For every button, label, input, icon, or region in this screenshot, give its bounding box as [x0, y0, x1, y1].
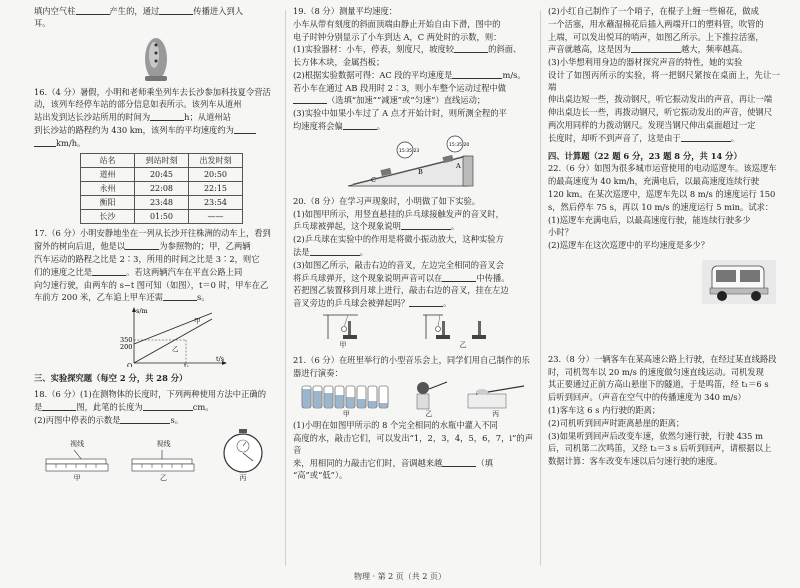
patrol-car-figure [548, 260, 780, 304]
tuning-fork-figures [293, 311, 533, 351]
question-20: 20.（8 分）在学习声现象时，小明做了如下实验。 (1)如图甲所示，用竖直悬挂的乒乓球接触发声的音叉时， 乒乓球被弹起，这个现象说明 。 (2)乒乓球在实验中的作用是将微小振动放大，这种实验方 法是 。 (3)如图乙所示，敲击右边的音叉，左边完全相同的音叉会 将乒乓球弹开，这个现象说明声音可以在 中传播。 若把图乙装置移到月球上进行，敲击右边的音叉，挂在左边 音叉旁边的乒乓球会被弹起吗？ 。 甲 乙 [293, 196, 533, 351]
ruler-figure-b: 视线 乙 [128, 440, 198, 484]
question-22: 22.（6 分）如图为很多城市运营使用的电动巡逻车。该巡逻车 的最高速度为 40 km/h，充满电后，以最高速度连续行驶 120 km。在某次巡逻中，巡逻车先以 8 m/s 的速度运行 150 s，然后停车 75 s，再以 10 m/s 的速度运行 5 min。试求： (1)巡逻车充满电后，以最高速度行驶，能连续行驶多少 小时？ (2)巡逻车在这次巡逻中的平均速度是多少？ [548, 163, 780, 303]
tuning-fork-figure-a: 甲 [318, 311, 368, 351]
patrol-car-icon [702, 260, 776, 304]
clock-time-a: 15:35:20 [449, 142, 470, 148]
column-divider [540, 10, 541, 566]
incline-figure [293, 134, 533, 192]
question-17: 17.（6 分）小明安静地坐在一列从长沙开往株洲的动车上，看到 窗外的树向后退，他是以 为参照物的；甲，乙两辆 汽车运动的路程之比是 2∶3，所用的时间之比是 3∶2，则它 们的速度之比是 。若这两辆汽车在平直公路上同 向匀速行驶，由两车的 s−t 图可知（如图），t＝0 时，甲车在乙 车前方 200 米，乙车追上甲车还需 s。 s/m t/s 350 200 t₁ 甲 乙 O [34, 228, 279, 367]
fig-label-c: 丙 [239, 474, 247, 483]
whistle-player-figure: 乙 [407, 380, 451, 420]
incline-label-c: C [371, 175, 376, 184]
stopwatch-icon [215, 428, 271, 474]
column-middle [293, 6, 533, 483]
tuning-fork-figure-b: 乙 [418, 311, 508, 351]
table-header-row: 站名 到站时刻 出发时刻 [81, 154, 243, 168]
table-row: 长沙 01:50 —— [81, 210, 243, 224]
fig-label-a: 甲 [73, 474, 81, 483]
column-left [34, 6, 279, 484]
steel-ruler-figure: 丙 [466, 380, 526, 420]
clock-time-c: 15:35:23 [399, 148, 420, 154]
person-icon [407, 380, 451, 410]
graph-line-label-a: 甲 [194, 317, 201, 326]
graph-line-label-b: 乙 [172, 345, 179, 354]
section-4-heading: 四、计算题（22 题 6 分，23 题 8 分，共 14 分） [548, 150, 742, 161]
train-schedule-table [80, 153, 243, 224]
graph-origin: O [127, 362, 133, 368]
incline-label-b: B [418, 167, 423, 176]
table-row: 道州 20:45 20:50 [81, 168, 243, 182]
section-3-heading: 三、实验探究题（每空 2 分，共 28 分） [34, 373, 188, 384]
question-23: 23.（8 分）一辆客车在某高速公路上行驶，在经过某直线路段 时，司机驾车以 20 m/s 的速度做匀速直线运动。司机发现 其正要通过正前方高山悬崖下的隧道，于是鸣笛，经 t₁＝6 s 后听到回声。（声音在空气中的传播速度为 340 m/s） (1)客车这 6 s 内行驶的距离； (2)司机听到回声时距离悬崖的距离； (3)如果听到回声后改变车速，依然匀速行驶，行驶 435 m 后，司机第二次鸣笛，又经 t₂＝3 s 后听到回声，请根据以上 数据计算：客车改变车速以后匀速行驶的速度。 [548, 353, 777, 467]
q18-figures [34, 428, 279, 484]
graph-ylabel: s/m [136, 307, 148, 316]
table-row: 衡阳 23:48 23:54 [81, 196, 243, 210]
question-19: 19.（8 分）测量平均速度： 小车从带有刻度的斜面顶端由静止开始自由下滑，图中的 电子时钟分别显示了小车到达 A，C 两处时的示数，则： (1)实验器材：小车，停表，刻度尺，坡度较 的斜面、 长方体木块，金属挡板； (2)根据实验数据可得：AC 段的平均速度是 m/s。 若小车在通过 AB 段用时 2∶3，则小车整个运动过程中做 （选填“加速”“减速”或“匀速”）直线运动； (3)实验中如果小车过了 A 点才开始计时，则所测全程的平 均速度将会偏 。 15:35:23 15:35:20 A B C [293, 6, 533, 192]
column-divider [285, 10, 286, 566]
column-right [548, 6, 780, 469]
stopwatch-figure [215, 428, 271, 484]
ocarina-figure [34, 31, 279, 83]
graph-tick-200: 200 [120, 343, 133, 352]
incline-label-a: A [456, 161, 461, 170]
question-21: 21.（6 分）在班里举行的小型音乐会上，同学们用自己制作的乐 器进行演奏： 甲 乙 丙 (1)小明在如图甲所示的 8 个完全相同的水瓶中灌入不同 高度的水，敲击它们，可以发出“1，2，3，4，5，6，7，i”的声音 来，用相同的力敲击它们时，音调越来越 （填 “高”或“低”）。 [293, 354, 533, 481]
table-row: 永州 22:08 22:15 [81, 182, 243, 196]
question-18: 18.（6 分）(1)在测物体的长度时，下列两种使用方法中正确的 是 图，此笔的长度为 cm。 (2)丙图中停表的示数是 s。 视线 甲 视线 乙 丙 [34, 389, 279, 484]
water-bottles-figure: 甲 [300, 380, 392, 420]
s-t-graph [34, 305, 279, 367]
page-footer: 物理 · 第 2 页（共 2 页） [354, 571, 446, 581]
instrument-figure [34, 31, 279, 83]
graph-xlabel: t/s [216, 355, 225, 364]
graph-tick-t1: t₁ [184, 362, 190, 368]
ruler-figure-a: 视线 甲 [42, 440, 112, 484]
question-21-continued: (2)小红自己制作了一个哨子，在棍子上缠一些棉花，做成 一个活塞，用水蘸湿棉花后插入两端开口的塑料管，吹管的 上端，可以发出悦耳的哨声，如图乙所示。上下推拉活塞， 声音就越高，这是因为 越大，频率越高。 (3)小华想利用身边的器材探究声音的特性，她的实验 设计了如图丙所示的实验，将一把钢尺紧按在桌面上，先让一端 伸出桌边短一些，拨动钢尺，听它振动发出的声音，再让一端 伸出桌边长一些，再拨动钢尺，听它振动发出的声音，使钢尺 两次用同样的力拨动钢尺。发现当钢尺伸出桌面超过一定 长度时，却听不到声音了，这是由于 。 [548, 6, 780, 143]
music-instrument-figures [293, 380, 533, 420]
fig-label-b: 乙 [159, 474, 167, 483]
question-16: 16.（4 分）暑假，小明和老师乘坐列车去长沙参加科技夏令营活 动，该列车经停车站的部分信息如表所示。该列车从道州 站出发到达长沙站所用的时间为 h；从道州站 到长沙站的路程约为 430 km，该列车的平均速度约为 km/h。 站名 到站时刻 出发时刻 道州 20:45 20:50 永州 22:08 22:15 衡阳 23:48 23:54 长沙 01:50 —— [34, 87, 279, 225]
graph-tick-350: 350 [120, 336, 133, 345]
q15-tail: 填内空气柱 产生的，通过 传播进入到人 耳。 [34, 6, 244, 28]
